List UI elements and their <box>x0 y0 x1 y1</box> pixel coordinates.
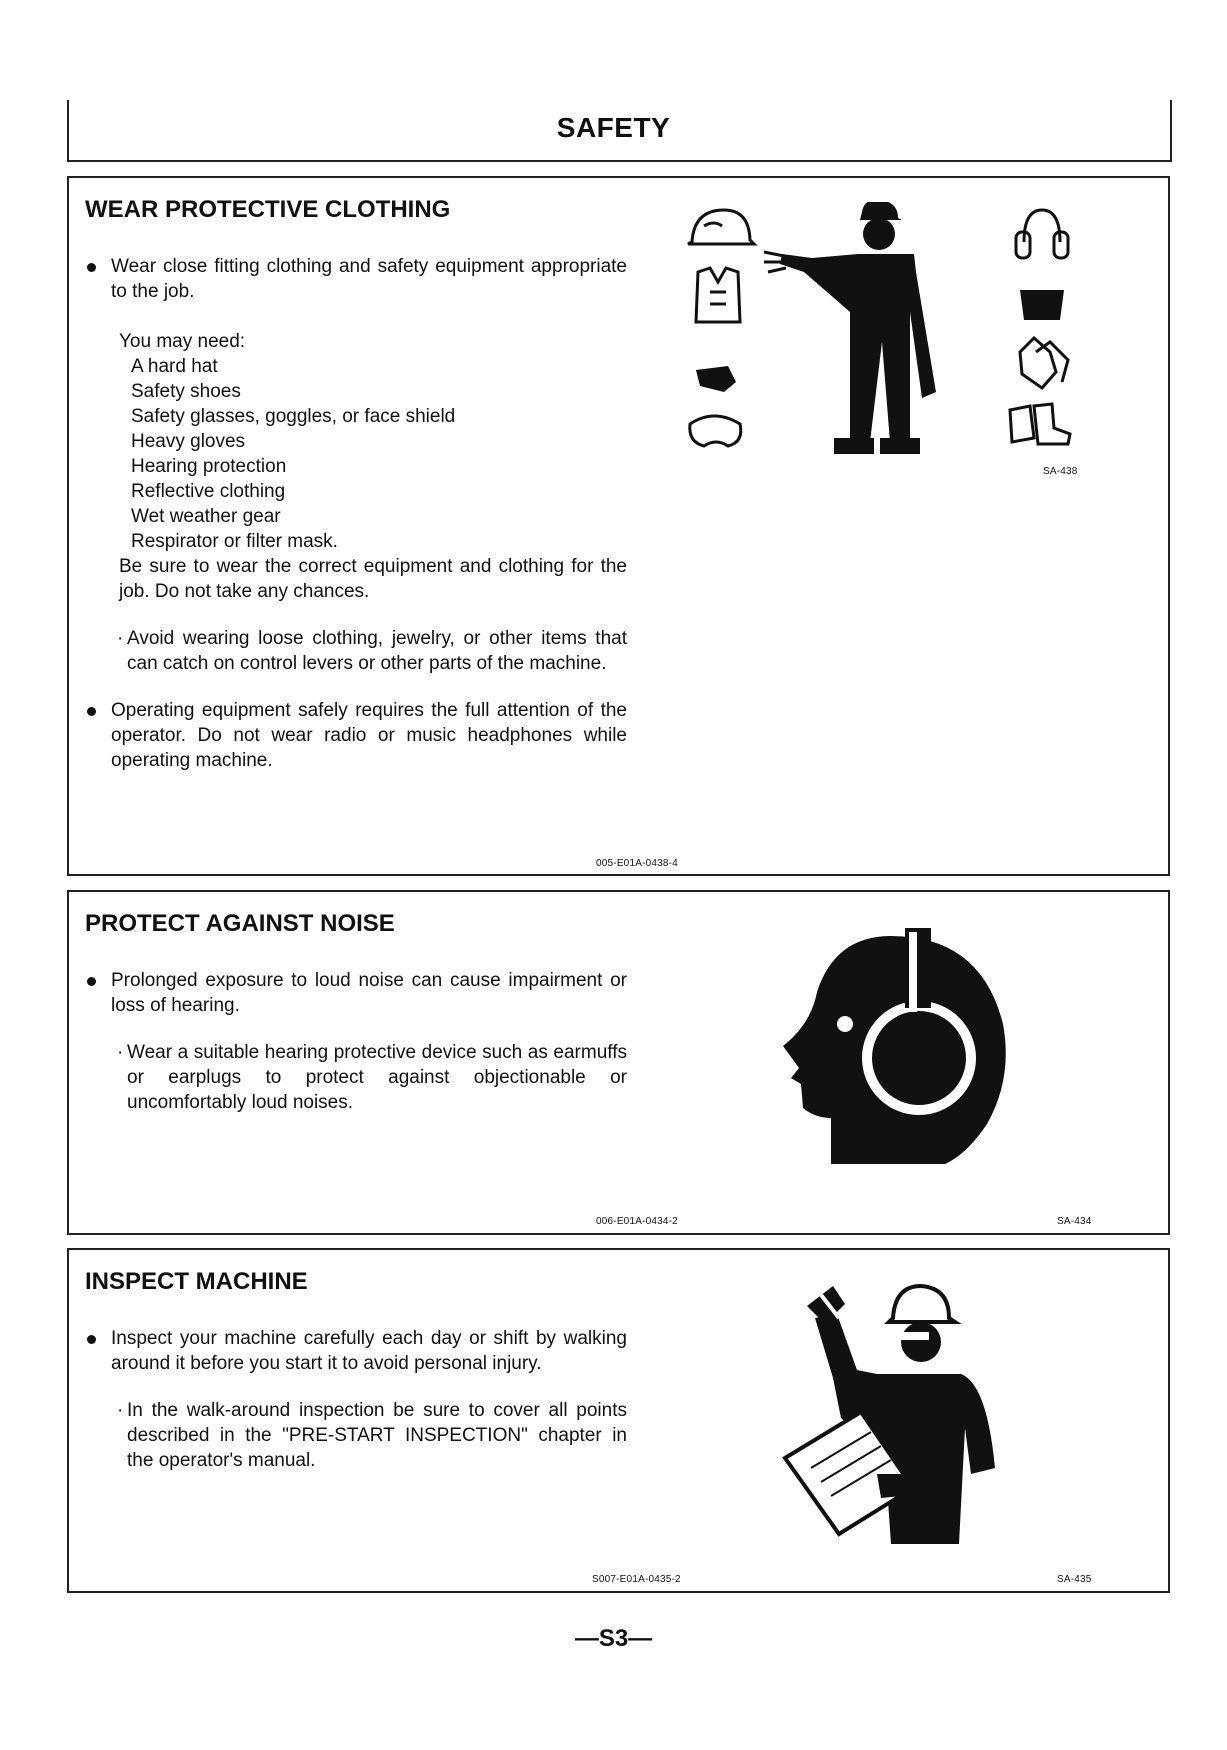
protective-clothing-illustration <box>684 202 1094 482</box>
sub-point <box>87 626 627 676</box>
sub-point-text: Wear a suitable hearing protective device such as earmuffs or earplugs to protect against objectionable or uncomfortably loud noises. <box>127 1042 627 1113</box>
bullet-item <box>87 698 627 773</box>
bullet-text: Wear close fitting clothing and safety equipment appropriate to the job. <box>111 256 627 302</box>
figure-code: SA-438 <box>1043 466 1078 477</box>
tick-icon: · <box>117 628 124 649</box>
hard-hat-icon <box>688 210 754 244</box>
goggles-icon <box>690 416 741 446</box>
ear-muffs-icon <box>1016 210 1068 258</box>
section-title: INSPECT MACHINE <box>85 1268 308 1295</box>
document-code: 005-E01A-0438-4 <box>596 858 678 869</box>
list-intro: You may need: <box>119 331 246 352</box>
section-text <box>87 968 627 1115</box>
section-wear-protective-clothing <box>67 176 1170 876</box>
filter-mask-icon <box>1020 290 1064 320</box>
sub-point <box>87 1040 627 1115</box>
bullet-text: Inspect your machine carefully each day or shift by walking around it before you start it to avoid personal injury. <box>111 1328 627 1374</box>
bullet-item <box>87 968 627 1018</box>
bullet-dot-icon <box>87 1335 96 1344</box>
sub-point <box>87 1398 627 1473</box>
section-protect-against-noise <box>67 890 1170 1235</box>
section-title: WEAR PROTECTIVE CLOTHING <box>85 196 451 223</box>
sub-point-text: Avoid wearing loose clothing, jewelry, or other items that can catch on control levers or other parts of the machine. <box>127 628 627 674</box>
worker-figure <box>780 202 936 454</box>
bullet-text: Prolonged exposure to loud noise can cause impairment or loss of hearing. <box>111 970 627 1016</box>
figure-code: SA-434 <box>1057 1216 1092 1227</box>
bullet-item <box>87 254 627 304</box>
heavy-gloves-icon <box>1020 338 1068 388</box>
page-title: SAFETY <box>556 112 671 143</box>
list-outro: Be sure to wear the correct equipment and clothing for the job. Do not take any chances. <box>119 556 627 602</box>
bullet-dot-icon <box>87 707 96 716</box>
section-title: PROTECT AGAINST NOISE <box>85 910 395 937</box>
safety-shoes-icon <box>1010 404 1070 444</box>
list-item: Safety shoes <box>131 381 241 402</box>
tick-icon: · <box>117 1042 124 1063</box>
inspector-illustration <box>781 1278 1041 1548</box>
list-item: A hard hat <box>131 356 218 377</box>
document-code: 006-E01A-0434-2 <box>596 1216 678 1227</box>
bullet-text: Operating equipment safely requires the full attention of the operator. Do not wear radio or music headphones while operating machine. <box>111 700 627 771</box>
face-shield-icon <box>696 366 736 392</box>
section-inspect-machine <box>67 1248 1170 1593</box>
list-item: Heavy gloves <box>131 431 246 452</box>
figure-code: SA-435 <box>1057 1574 1092 1585</box>
tick-icon: · <box>117 1400 124 1421</box>
header-rule-bottom <box>67 160 1172 162</box>
section-text <box>87 254 627 773</box>
list-item: Reflective clothing <box>131 481 286 502</box>
equipment-list <box>87 329 627 604</box>
sub-point-text: In the walk-around inspection be sure to cover all points described in the "PRE-START INSPECTION" chapter in the operator's manual. <box>127 1400 627 1471</box>
list-item: Safety glasses, goggles, or face shield <box>131 406 456 427</box>
list-item: Respirator or filter mask. <box>131 531 338 552</box>
vest-icon <box>696 268 740 322</box>
bullet-dot-icon <box>87 263 96 272</box>
bullet-dot-icon <box>87 977 96 986</box>
hearing-protection-illustration <box>781 928 1021 1188</box>
list-item: Hearing protection <box>131 456 287 477</box>
page-number: —S3— <box>574 1625 653 1652</box>
list-item: Wet weather gear <box>131 506 281 527</box>
bullet-item <box>87 1326 627 1376</box>
document-code: S007-E01A-0435-2 <box>592 1574 681 1585</box>
section-text <box>87 1326 627 1473</box>
